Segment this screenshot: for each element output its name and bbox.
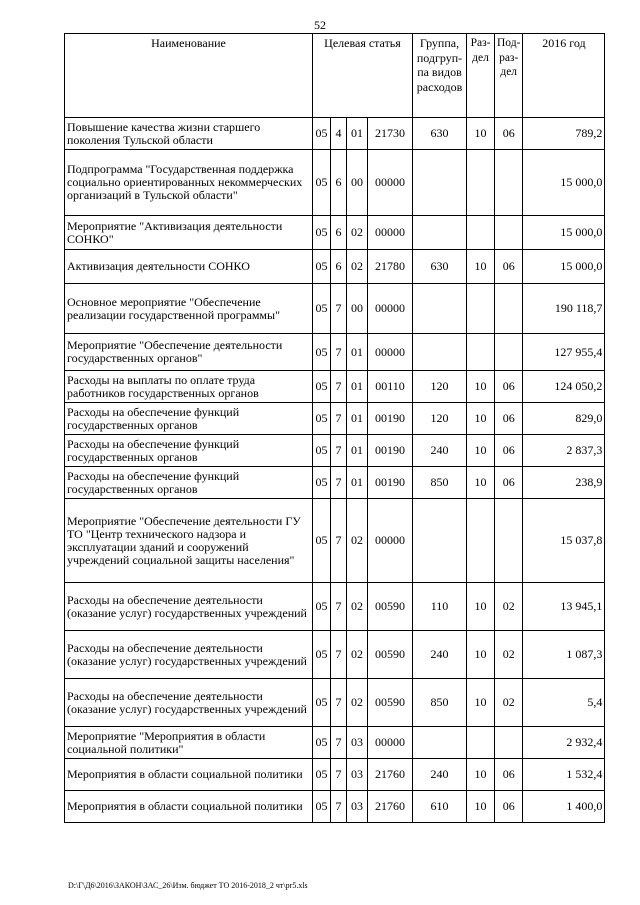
cell-program-code: 05 (313, 371, 331, 403)
cell-section: 10 (467, 631, 495, 679)
header-name: Наименование (65, 34, 313, 118)
cell-direction-code: 00190 (368, 435, 413, 467)
cell-expense-group (413, 334, 467, 371)
cell-event-code: 01 (347, 118, 368, 150)
cell-direction-code: 21780 (368, 250, 413, 284)
table-row (65, 499, 605, 583)
cell-subprogram-code: 7 (331, 727, 347, 759)
cell-subprogram-code: 7 (331, 371, 347, 403)
cell-section (467, 150, 495, 216)
cell-expense-group (413, 284, 467, 334)
cell-direction-code: 00000 (368, 216, 413, 250)
cell-amount: 789,2 (523, 118, 605, 150)
cell-program-code: 05 (313, 284, 331, 334)
cell-event-code: 02 (347, 499, 368, 583)
cell-direction-code: 00590 (368, 679, 413, 727)
cell-section (467, 216, 495, 250)
cell-direction-code: 00000 (368, 499, 413, 583)
cell-subprogram-code: 7 (331, 791, 347, 823)
cell-subprogram-code: 7 (331, 583, 347, 631)
cell-direction-code: 00590 (368, 583, 413, 631)
cell-section (467, 727, 495, 759)
cell-event-code: 02 (347, 216, 368, 250)
cell-event-code: 02 (347, 679, 368, 727)
cell-name: Расходы на выплаты по оплате труда работников государственных органов (65, 371, 313, 403)
cell-amount: 15 037,8 (523, 499, 605, 583)
cell-amount: 127 955,4 (523, 334, 605, 371)
cell-program-code: 05 (313, 403, 331, 435)
cell-name: Расходы на обеспечение функций государственных органов (65, 467, 313, 499)
cell-subprogram-code: 6 (331, 250, 347, 284)
table-row (65, 759, 605, 791)
cell-subsection: 06 (495, 403, 523, 435)
table-row (65, 118, 605, 150)
cell-subprogram-code: 7 (331, 284, 347, 334)
cell-direction-code: 21760 (368, 759, 413, 791)
cell-subsection (495, 499, 523, 583)
cell-name: Расходы на обеспечение деятельности (оказание услуг) государственных учреждений (65, 679, 313, 727)
cell-name: Основное мероприятие "Обеспечение реализации государственной программы" (65, 284, 313, 334)
cell-name: Активизация деятельности СОНКО (65, 250, 313, 284)
cell-direction-code: 00000 (368, 727, 413, 759)
cell-section: 10 (467, 467, 495, 499)
cell-program-code: 05 (313, 216, 331, 250)
cell-direction-code: 00000 (368, 150, 413, 216)
table-row (65, 403, 605, 435)
cell-direction-code: 00190 (368, 403, 413, 435)
cell-section (467, 334, 495, 371)
cell-amount: 5,4 (523, 679, 605, 727)
cell-expense-group: 120 (413, 371, 467, 403)
table-row (65, 216, 605, 250)
cell-expense-group: 240 (413, 631, 467, 679)
cell-section: 10 (467, 435, 495, 467)
cell-subsection: 06 (495, 435, 523, 467)
cell-amount: 238,9 (523, 467, 605, 499)
cell-expense-group: 610 (413, 791, 467, 823)
cell-name: Мероприятие "Обеспечение деятельности государственных органов" (65, 334, 313, 371)
cell-subsection: 02 (495, 583, 523, 631)
cell-event-code: 01 (347, 403, 368, 435)
cell-amount: 190 118,7 (523, 284, 605, 334)
cell-event-code: 00 (347, 284, 368, 334)
cell-amount: 124 050,2 (523, 371, 605, 403)
cell-expense-group: 850 (413, 467, 467, 499)
cell-amount: 2 932,4 (523, 727, 605, 759)
table-row (65, 791, 605, 823)
cell-subprogram-code: 7 (331, 467, 347, 499)
cell-name: Расходы на обеспечение деятельности (оказание услуг) государственных учреждений (65, 631, 313, 679)
cell-section: 10 (467, 371, 495, 403)
cell-subsection (495, 284, 523, 334)
cell-subsection: 06 (495, 467, 523, 499)
cell-expense-group: 630 (413, 118, 467, 150)
cell-event-code: 03 (347, 727, 368, 759)
cell-event-code: 02 (347, 631, 368, 679)
cell-subprogram-code: 7 (331, 759, 347, 791)
cell-expense-group: 240 (413, 759, 467, 791)
cell-program-code: 05 (313, 583, 331, 631)
cell-section: 10 (467, 791, 495, 823)
page-number: 52 (314, 18, 326, 32)
header-year: 2016 год (523, 34, 605, 118)
cell-program-code: 05 (313, 467, 331, 499)
cell-name: Подпрограмма "Государственная поддержка социально ориентированных некоммерческих организаций в Тульской области" (65, 150, 313, 216)
cell-name: Мероприятие "Обеспечение деятельности ГУ ТО "Центр технического надзора и эксплуатации зданий и сооружений учреждений социальной защиты населения" (65, 499, 313, 583)
cell-expense-group: 630 (413, 250, 467, 284)
header-expense-group: Группа, подгруп- па видов расходов (413, 34, 467, 118)
cell-subsection: 06 (495, 791, 523, 823)
cell-subsection (495, 216, 523, 250)
cell-program-code: 05 (313, 759, 331, 791)
cell-program-code: 05 (313, 679, 331, 727)
cell-amount: 15 000,0 (523, 250, 605, 284)
cell-subsection: 06 (495, 250, 523, 284)
cell-subprogram-code: 4 (331, 118, 347, 150)
cell-section (467, 499, 495, 583)
cell-expense-group (413, 150, 467, 216)
footer-file-path: D:\Г\Д6\2016\ЗАКОН\ЗАС_26\Изм. бюджет ТО 2016-2018_2 чт\pr5.xls (68, 881, 308, 890)
cell-event-code: 01 (347, 334, 368, 371)
cell-direction-code: 00190 (368, 467, 413, 499)
cell-program-code: 05 (313, 250, 331, 284)
cell-subprogram-code: 7 (331, 334, 347, 371)
table-row (65, 371, 605, 403)
header-subsection: Под- раз- дел (495, 34, 523, 118)
header-section: Раз- дел (467, 34, 495, 118)
cell-expense-group: 850 (413, 679, 467, 727)
table-row (65, 284, 605, 334)
cell-amount: 15 000,0 (523, 150, 605, 216)
cell-program-code: 05 (313, 791, 331, 823)
cell-direction-code: 00110 (368, 371, 413, 403)
cell-section: 10 (467, 583, 495, 631)
cell-subsection: 02 (495, 631, 523, 679)
table-row (65, 435, 605, 467)
cell-program-code: 05 (313, 727, 331, 759)
cell-subsection: 06 (495, 371, 523, 403)
table-row (65, 583, 605, 631)
cell-name: Мероприятие "Активизация деятельности СОНКО" (65, 216, 313, 250)
table-row (65, 727, 605, 759)
cell-subsection (495, 727, 523, 759)
cell-program-code: 05 (313, 334, 331, 371)
cell-expense-group (413, 216, 467, 250)
table-row (65, 631, 605, 679)
cell-program-code: 05 (313, 631, 331, 679)
cell-expense-group (413, 499, 467, 583)
cell-name: Мероприятия в области социальной политики (65, 759, 313, 791)
cell-event-code: 03 (347, 791, 368, 823)
cell-section: 10 (467, 679, 495, 727)
cell-event-code: 03 (347, 759, 368, 791)
header-target-article: Целевая статья (313, 34, 413, 118)
cell-direction-code: 21760 (368, 791, 413, 823)
cell-expense-group (413, 727, 467, 759)
cell-amount: 829,0 (523, 403, 605, 435)
cell-event-code: 01 (347, 435, 368, 467)
cell-name: Мероприятие "Мероприятия в области социальной политики" (65, 727, 313, 759)
cell-amount: 1 532,4 (523, 759, 605, 791)
cell-expense-group: 240 (413, 435, 467, 467)
table-row (65, 679, 605, 727)
table-row (65, 250, 605, 284)
cell-section (467, 284, 495, 334)
cell-subprogram-code: 6 (331, 216, 347, 250)
table-header-row (65, 34, 605, 118)
cell-subsection: 02 (495, 679, 523, 727)
cell-direction-code: 00000 (368, 334, 413, 371)
cell-event-code: 02 (347, 583, 368, 631)
cell-subprogram-code: 7 (331, 679, 347, 727)
table-row (65, 334, 605, 371)
cell-section: 10 (467, 118, 495, 150)
table-row (65, 150, 605, 216)
cell-amount: 1 400,0 (523, 791, 605, 823)
cell-direction-code: 21730 (368, 118, 413, 150)
cell-expense-group: 110 (413, 583, 467, 631)
cell-amount: 2 837,3 (523, 435, 605, 467)
cell-subsection (495, 150, 523, 216)
cell-subsection: 06 (495, 759, 523, 791)
cell-direction-code: 00590 (368, 631, 413, 679)
cell-name: Расходы на обеспечение функций государственных органов (65, 403, 313, 435)
table-row (65, 467, 605, 499)
cell-program-code: 05 (313, 118, 331, 150)
cell-program-code: 05 (313, 499, 331, 583)
cell-event-code: 01 (347, 467, 368, 499)
cell-name: Расходы на обеспечение функций государственных органов (65, 435, 313, 467)
cell-event-code: 01 (347, 371, 368, 403)
cell-subprogram-code: 7 (331, 631, 347, 679)
cell-program-code: 05 (313, 435, 331, 467)
cell-name: Расходы на обеспечение деятельности (оказание услуг) государственных учреждений (65, 583, 313, 631)
cell-subsection (495, 334, 523, 371)
cell-event-code: 02 (347, 250, 368, 284)
cell-name: Мероприятия в области социальной политики (65, 791, 313, 823)
cell-event-code: 00 (347, 150, 368, 216)
cell-name: Повышение качества жизни старшего поколения Тульской области (65, 118, 313, 150)
cell-subprogram-code: 7 (331, 435, 347, 467)
budget-table (64, 33, 605, 823)
cell-section: 10 (467, 250, 495, 284)
cell-amount: 13 945,1 (523, 583, 605, 631)
cell-program-code: 05 (313, 150, 331, 216)
cell-section: 10 (467, 403, 495, 435)
cell-subprogram-code: 7 (331, 499, 347, 583)
cell-subprogram-code: 6 (331, 150, 347, 216)
cell-amount: 1 087,3 (523, 631, 605, 679)
cell-subprogram-code: 7 (331, 403, 347, 435)
cell-direction-code: 00000 (368, 284, 413, 334)
cell-section: 10 (467, 759, 495, 791)
cell-amount: 15 000,0 (523, 216, 605, 250)
cell-subsection: 06 (495, 118, 523, 150)
cell-expense-group: 120 (413, 403, 467, 435)
